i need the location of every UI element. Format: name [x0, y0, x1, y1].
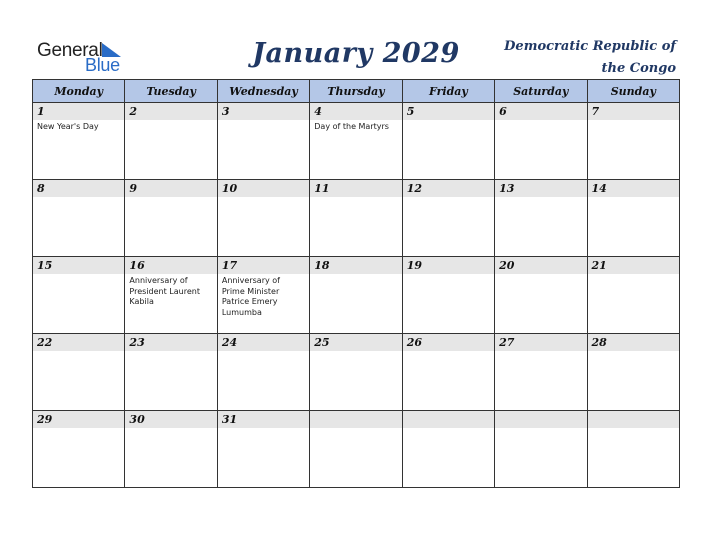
day-cell [125, 180, 217, 257]
day-cell [310, 257, 402, 334]
day-cell [402, 180, 494, 257]
day-cell [402, 411, 494, 488]
day-cell [587, 180, 679, 257]
weekday-header: Friday [402, 80, 494, 103]
day-number [310, 411, 401, 428]
day-cell [495, 257, 587, 334]
holiday-label [310, 428, 401, 430]
day-cell [217, 411, 309, 488]
holiday-label [33, 274, 124, 276]
day-cell [217, 103, 309, 180]
day-cell [125, 257, 217, 334]
holiday-label [495, 120, 586, 122]
day-number: 28 [588, 334, 679, 351]
holiday-label [310, 351, 401, 353]
day-cell [310, 103, 402, 180]
weekday-header: Monday [33, 80, 125, 103]
logo-word-blue: Blue [85, 55, 120, 75]
holiday-label [125, 428, 216, 430]
holiday-label [403, 428, 494, 430]
day-cell [495, 411, 587, 488]
holiday-label [218, 197, 309, 199]
day-number: 5 [403, 103, 494, 120]
day-number [495, 411, 586, 428]
day-cell [217, 180, 309, 257]
holiday-label [588, 197, 679, 199]
holiday-label [33, 351, 124, 353]
day-number: 23 [125, 334, 216, 351]
day-cell [310, 334, 402, 411]
holiday-label [495, 351, 586, 353]
holiday-label [403, 274, 494, 276]
day-cell [33, 257, 125, 334]
day-number: 6 [495, 103, 586, 120]
weekday-header: Thursday [310, 80, 402, 103]
day-number: 2 [125, 103, 216, 120]
day-number: 21 [588, 257, 679, 274]
country-line-1: Democratic Republic of [504, 39, 676, 54]
holiday-label: New Year's Day [37, 122, 99, 131]
holiday-label [588, 351, 679, 353]
day-cell [402, 257, 494, 334]
day-number: 14 [588, 180, 679, 197]
holiday-label: Day of the Martyrs [314, 122, 389, 131]
holiday-label [495, 274, 586, 276]
day-cell [310, 180, 402, 257]
day-cell [587, 411, 679, 488]
day-cell [587, 103, 679, 180]
weekday-header-row [33, 80, 680, 103]
day-number: 29 [33, 411, 124, 428]
holiday-label [403, 197, 494, 199]
day-number: 12 [403, 180, 494, 197]
day-cell [495, 180, 587, 257]
holiday-label: Anniversary of President Laurent Kabila [129, 276, 200, 306]
weekday-header: Wednesday [217, 80, 309, 103]
day-number: 30 [125, 411, 216, 428]
holiday-label: Anniversary of Prime Minister Patrice Emery Lumumba [221, 276, 280, 317]
country-line-2: the Congo [601, 61, 676, 76]
day-number [588, 411, 679, 428]
holiday-label [310, 197, 401, 199]
day-cell [33, 334, 125, 411]
holiday-label [33, 197, 124, 199]
calendar-grid [32, 79, 680, 488]
day-cell [402, 103, 494, 180]
day-number: 7 [588, 103, 679, 120]
day-cell [33, 103, 125, 180]
day-number: 16 [125, 257, 216, 274]
day-number: 3 [218, 103, 309, 120]
logo [37, 40, 127, 74]
holiday-label [403, 120, 494, 122]
day-number: 22 [33, 334, 124, 351]
holiday-label [403, 351, 494, 353]
day-cell [217, 257, 309, 334]
day-number: 19 [403, 257, 494, 274]
weekday-header: Tuesday [125, 80, 217, 103]
day-cell [33, 411, 125, 488]
page-title: January 2029 [252, 38, 460, 69]
holiday-label [310, 274, 401, 276]
day-number: 18 [310, 257, 401, 274]
holiday-label [218, 351, 309, 353]
holiday-label [125, 197, 216, 199]
day-number: 27 [495, 334, 586, 351]
week-row [33, 180, 680, 257]
day-cell [125, 411, 217, 488]
holiday-label [218, 120, 309, 122]
holiday-label [588, 274, 679, 276]
day-cell [125, 103, 217, 180]
day-number: 8 [33, 180, 124, 197]
country-name [480, 36, 676, 80]
day-cell [587, 334, 679, 411]
week-row [33, 257, 680, 334]
day-cell [310, 411, 402, 488]
holiday-label [588, 120, 679, 122]
holiday-label [495, 197, 586, 199]
day-number: 31 [218, 411, 309, 428]
week-row [33, 411, 680, 488]
day-cell [587, 257, 679, 334]
day-cell [495, 103, 587, 180]
holiday-label [495, 428, 586, 430]
day-number: 11 [310, 180, 401, 197]
day-number: 9 [125, 180, 216, 197]
logo-word-general: General [37, 40, 103, 61]
day-number: 17 [218, 257, 309, 274]
day-number: 24 [218, 334, 309, 351]
day-cell [495, 334, 587, 411]
day-number: 13 [495, 180, 586, 197]
week-row [33, 103, 680, 180]
holiday-label [125, 120, 216, 122]
day-number [403, 411, 494, 428]
day-number: 4 [310, 103, 401, 120]
weekday-header: Saturday [495, 80, 587, 103]
day-cell [33, 180, 125, 257]
day-cell [217, 334, 309, 411]
holiday-label [33, 428, 124, 430]
holiday-label [125, 351, 216, 353]
week-row [33, 334, 680, 411]
day-number: 1 [33, 103, 124, 120]
day-number: 10 [218, 180, 309, 197]
holiday-label [218, 428, 309, 430]
day-number: 25 [310, 334, 401, 351]
day-number: 20 [495, 257, 586, 274]
day-cell [125, 334, 217, 411]
day-cell [402, 334, 494, 411]
weekday-header: Sunday [587, 80, 679, 103]
day-number: 26 [403, 334, 494, 351]
day-number: 15 [33, 257, 124, 274]
holiday-label [588, 428, 679, 430]
